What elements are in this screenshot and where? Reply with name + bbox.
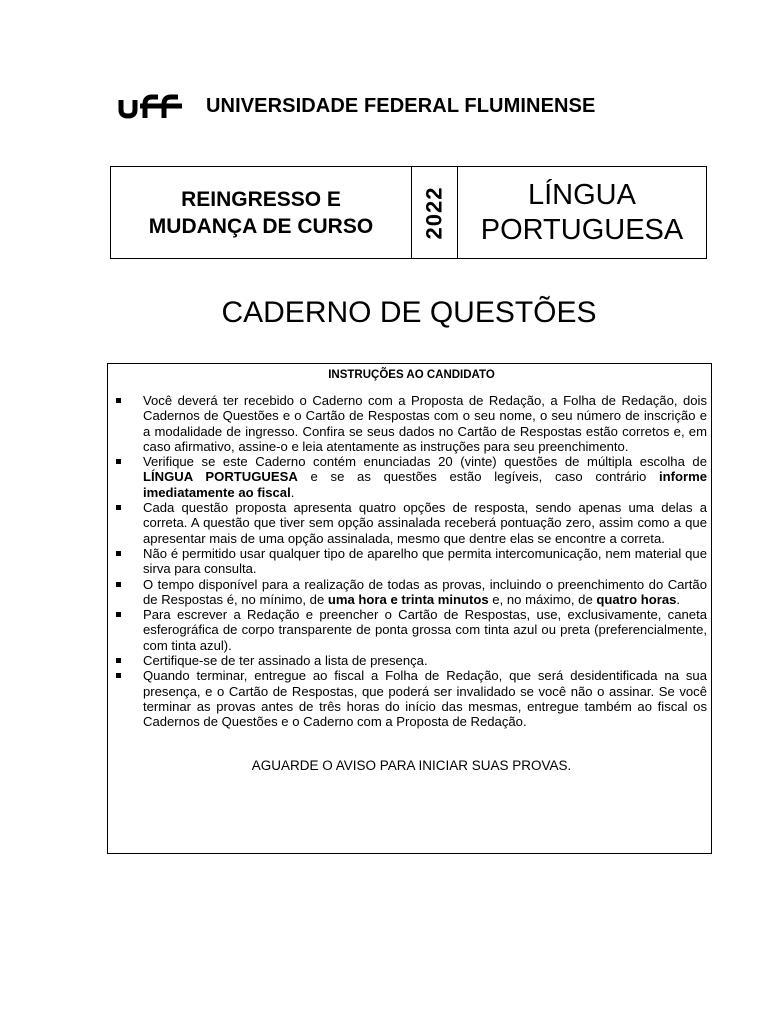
exam-subject xyxy=(458,167,706,258)
instruction-item xyxy=(116,607,707,653)
exam-year-cell xyxy=(412,167,458,258)
exam-type-line-1: REINGRESSO E xyxy=(181,187,341,211)
exam-type-line-2: MUDANÇA DE CURSO xyxy=(148,214,374,238)
instructions-list xyxy=(116,393,707,730)
instruction-item xyxy=(116,393,707,454)
bullet-icon xyxy=(116,612,121,617)
instruction-text: . xyxy=(290,484,295,500)
instruction-item xyxy=(116,500,707,546)
instruction-emphasis: quatro horas xyxy=(596,591,677,607)
instructions-box xyxy=(107,363,712,854)
instruction-text: Para escrever a Redação e preencher o Cartão de Respostas, use, exclusivamente, caneta esferográfica de corpo transparente de ponta grossa com tinta azul ou preta (preferencialmente, com tinta azul). xyxy=(143,607,707,653)
await-notice: AGUARDE O AVISO PARA INICIAR SUAS PROVAS. xyxy=(251,757,572,773)
instruction-item xyxy=(116,454,707,500)
bullet-icon xyxy=(116,505,121,510)
exam-type xyxy=(111,167,412,258)
exam-subject-line-1: LÍNGUA xyxy=(528,178,636,211)
bullet-icon xyxy=(116,459,121,464)
bullet-icon xyxy=(116,582,121,587)
document-title: CADERNO DE QUESTÕES xyxy=(221,296,597,329)
bullet-icon xyxy=(116,551,121,556)
instruction-text: e, no máximo, de xyxy=(488,591,597,607)
instruction-text: Cada questão proposta apresenta quatro opções de resposta, sendo apenas uma delas a correta. A questão que tiver sem opção assinalada receberá pontuação zero, assim como a que apresentar mais de uma opção assinalada, mesmo que dentre elas se encontre a correta. xyxy=(143,500,707,546)
uff-logo xyxy=(118,92,186,120)
instruction-emphasis: informe imediatamente ao fiscal xyxy=(143,469,707,500)
instruction-text: Quando terminar, entregue ao fiscal a Folha de Redação, que será desidentificada na sua presença, e o Cartão de Respostas, que poderá ser invalidado se você não o assinar. Se você terminar as provas antes de três horas do início das mesmas, entregue também ao fiscal os Cadernos de Questões e o Caderno com a Proposta de Redação. xyxy=(143,668,707,730)
instruction-text: Não é permitido usar qualquer tipo de aparelho que permita intercomunicação, nem material que sirva para consulta. xyxy=(143,545,707,577)
instruction-item xyxy=(116,577,707,608)
instruction-text: Verifique se este Caderno contém enunciadas 20 (vinte) questões de múltipla escolha de xyxy=(143,454,707,470)
university-name: UNIVERSIDADE FEDERAL FLUMINENSE xyxy=(206,94,596,117)
exam-year: 2022 xyxy=(421,186,447,239)
bullet-icon xyxy=(116,658,121,663)
instruction-item xyxy=(116,546,707,577)
bullet-icon xyxy=(116,398,121,403)
instruction-text: e se as questões estão legíveis, caso contrário xyxy=(297,469,659,485)
instruction-emphasis: uma hora e trinta minutos xyxy=(327,591,489,607)
instruction-text: . xyxy=(676,591,681,607)
page-header xyxy=(118,92,595,120)
exam-title-box xyxy=(110,166,707,259)
instruction-item xyxy=(116,653,707,668)
exam-subject-line-2: PORTUGUESA xyxy=(480,213,684,246)
instructions-heading: INSTRUÇÕES AO CANDIDATO xyxy=(328,369,495,381)
instruction-text: Certifique-se de ter assinado a lista de presença. xyxy=(143,653,428,669)
instruction-text: O tempo disponível para a realização de todas as provas, incluindo o preenchimento do Cartão de Respostas é, no mínimo, de xyxy=(143,576,707,607)
instruction-text: Você deverá ter recebido o Caderno com a Proposta de Redação, a Folha de Redação, dois Cadernos de Questões e o Cartão de Respostas com o seu nome, o seu número de inscrição e a modalidade de ingresso. Confira se seus dados no Cartão de Respostas estão corretos e, em caso afirmativo, assine-o e leia atentamente as instruções para seu preenchimento. xyxy=(143,393,707,454)
bullet-icon xyxy=(116,673,121,678)
instruction-emphasis: LÍNGUA PORTUGUESA xyxy=(143,469,298,485)
instruction-item xyxy=(116,668,707,729)
